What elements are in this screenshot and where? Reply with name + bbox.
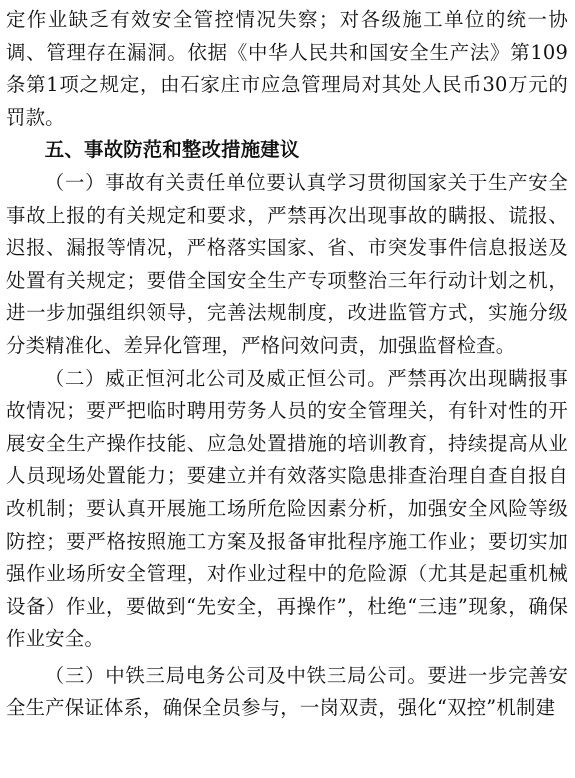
section-heading-5: 五、事故防范和整改措施建议 <box>44 138 300 162</box>
document-page <box>6 4 568 725</box>
paragraph-item-3: （三）中铁三局电务公司及中铁三局公司。要进一步完善安全生产保证体系，确保全员参与，一岗双责，强化“双控”机制建 <box>6 663 568 720</box>
paragraph-item-2: （二）威正恒河北公司及威正恒公司。严禁再次出现瞒报事故情况；要严把临时聘用劳务人员的安全管理关，有针对性的开展安全生产操作技能、应急处置措施的培训教育，持续提高从业人员现场处置能力；要建立并有效落实隐患排查治理自查自报自改机制；要认真开展施工场所危险因素分析，加强安全风险等级防控；要严格按照施工方案及报备审批程序施工作业；要切实加强作业场所安全管理，对作业过程中的危险源（尤其是起重机械设备）作业，要做到“先安全，再操作”，杜绝“三违”现象，确保作业安全。 <box>6 366 568 651</box>
paragraph-penalty-continued: 定作业缺乏有效安全管控情况失察；对各级施工单位的统一协调、管理存在漏洞。依据《中华人民共和国安全生产法》第109条第1项之规定，由石家庄市应急管理局对其处人民币30万元的罚款。 <box>6 8 568 129</box>
paragraph-item-1: （一）事故有关责任单位要认真学习贯彻国家关于生产安全事故上报的有关规定和要求，严禁再次出现事故的瞒报、谎报、迟报、漏报等情况，严格落实国家、省、市突发事件信息报送及处置有关规定；要借全国安全生产专项整治三年行动计划之机，进一步加强组织领导，完善法规制度，改进监管方式，实施分级分类精准化、差异化管理，严格问效问责，加强监督检查。 <box>6 170 568 357</box>
